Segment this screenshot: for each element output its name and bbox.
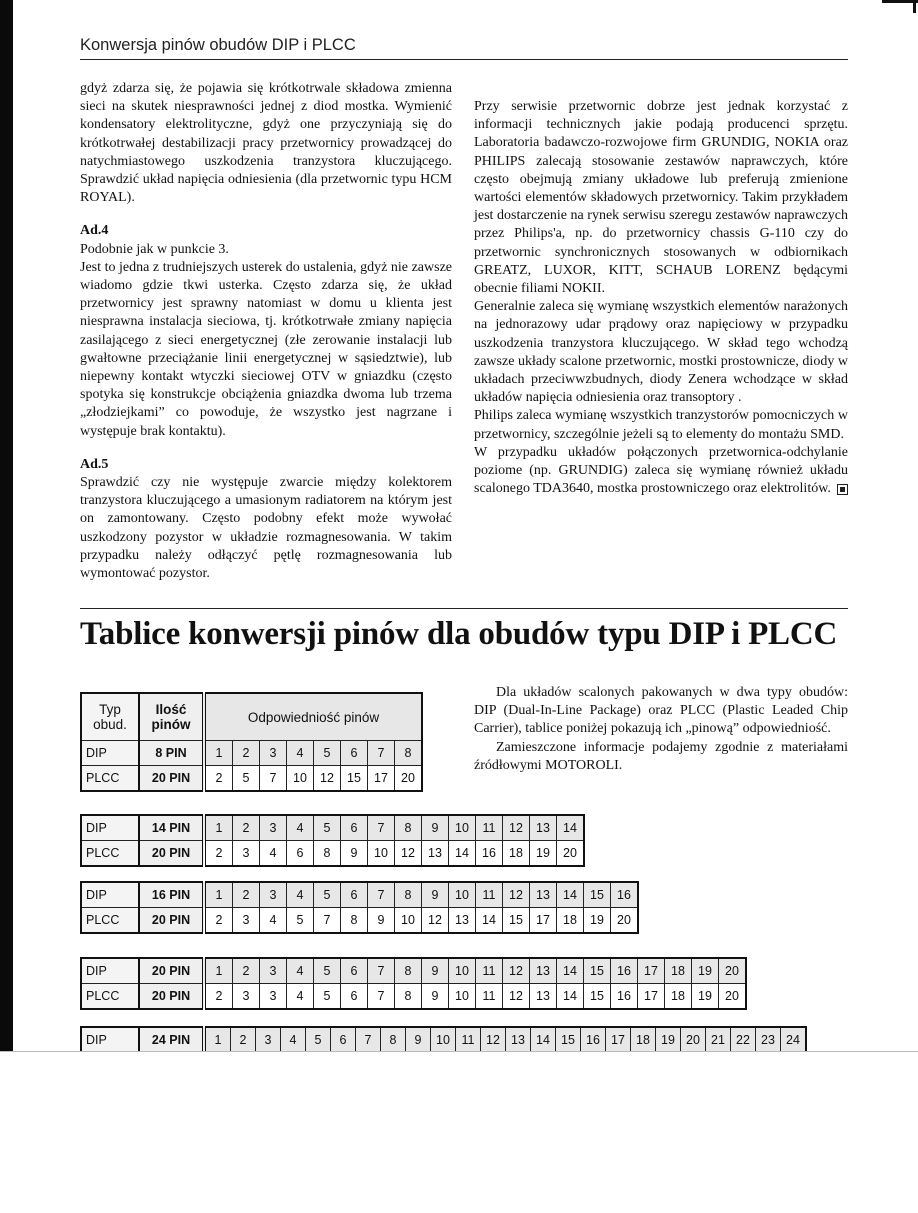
pin-cell: 12: [395, 841, 422, 867]
pin-cell: 10: [287, 766, 314, 792]
pin-cell: 4: [287, 958, 314, 984]
header-type: Typ obud.: [81, 693, 139, 741]
pin-count: 16 PIN: [139, 882, 204, 908]
running-header: Konwersja pinów obudów DIP i PLCC: [80, 36, 356, 54]
dip-row: [81, 958, 746, 984]
pin-cell: 18: [557, 908, 584, 934]
pin-cell: 13: [530, 815, 557, 841]
pin-cell: 15: [584, 882, 611, 908]
pin-cell: 3: [256, 1027, 281, 1052]
pin-cell: 11: [476, 984, 503, 1010]
pin-cell: 22: [731, 1027, 756, 1052]
ad5-paragraph: Sprawdzić czy nie występuje zwarcie między kolektorem tranzystora kluczującego a umasionym radiatorem na którym jest on zamontowany. Często podobny efekt może wywołać uszkodzony pozystor w układzie rozmagnesowania. W takim przypadku należy odłączyć pętlę rozmagnesowania lub wymontować pozystor.: [80, 475, 452, 582]
corner-crop-tick: [913, 3, 916, 13]
pin-cell: 15: [503, 908, 530, 934]
pin-cell: 19: [584, 908, 611, 934]
pin-cell: 21: [706, 1027, 731, 1052]
pin-cell: 7: [368, 984, 395, 1010]
pin-cell: 9: [368, 908, 395, 934]
pin-cell: 5: [314, 882, 341, 908]
pin-cell: 1: [204, 741, 233, 766]
pin-cell: 4: [287, 741, 314, 766]
pin-cell: 12: [481, 1027, 506, 1052]
pin-count: 20 PIN: [139, 984, 204, 1010]
package-label: DIP: [81, 815, 139, 841]
pin-cell: 4: [260, 841, 287, 867]
pin-cell: 4: [260, 908, 287, 934]
pin-cell: 2: [233, 882, 260, 908]
pin-count: 14 PIN: [139, 815, 204, 841]
pin-cell: 6: [341, 958, 368, 984]
end-of-article-icon: [837, 484, 848, 495]
pin-cell: 10: [449, 815, 476, 841]
right-paragraph-4-text: W przypadku układów połączonych przetwornica-odchylanie poziome (np. GRUNDIG) zaleca się wymianę również układu scalonego TDA3640, mostka prostowniczego oraz elektrolitów.: [474, 444, 848, 497]
pin-cell: 17: [606, 1027, 631, 1052]
pin-cell: 3: [260, 815, 287, 841]
pin-cell: 20: [557, 841, 585, 867]
pin-cell: 1: [204, 882, 233, 908]
pin-cell: 13: [530, 984, 557, 1010]
pin-cell: 18: [665, 984, 692, 1010]
pin-table-14: [80, 814, 585, 867]
pin-cell: 9: [422, 882, 449, 908]
pin-cell: 23: [756, 1027, 781, 1052]
pin-count: 20 PIN: [139, 958, 204, 984]
pin-cell: 12: [314, 766, 341, 792]
dip-row: [81, 741, 422, 766]
pin-cell: 9: [341, 841, 368, 867]
right-column: [474, 98, 848, 498]
pin-cell: 8: [395, 741, 423, 766]
pin-cell: 4: [287, 815, 314, 841]
pin-cell: 3: [260, 984, 287, 1010]
pin-cell: 7: [314, 908, 341, 934]
intro-paragraph-2: Zamieszczone informacje podajemy zgodnie z materiałami źródłowymi MOTOROLI.: [474, 739, 848, 773]
pin-cell: 2: [233, 815, 260, 841]
pin-cell: 6: [341, 984, 368, 1010]
pin-cell: 15: [341, 766, 368, 792]
right-paragraph-4: [474, 444, 848, 499]
pin-cell: 5: [314, 815, 341, 841]
dip-row: [81, 1027, 806, 1052]
pin-cell: 10: [431, 1027, 456, 1052]
pin-table-8: [80, 692, 423, 792]
pin-cell: 8: [395, 815, 422, 841]
pin-cell: 2: [231, 1027, 256, 1052]
pin-cell: 20: [719, 958, 747, 984]
ad4-paragraph-2: Jest to jedna z trudniejszych usterek do ustalenia, gdyż nie zawsze wiadomo gdzie tkwi usterka. Często zdarza się, że układ przetwornicy jest sprawny natomiast w domu u klienta jest niesprawna instalacja sieciowa, tj. krótkotrwałe zmiany napięcia zasilającego z sieci energetycznej (złe zerowanie instalacji lub gwałtowne przeciążanie linii energetycznej w sąsiedztwie), lub niepewny kontakt wtyczki sieciowej OTV w gniazdku (często spotyka się konstrukcje obciążenia gniazdka dwoma lub trzema „złodziejkami” co powoduje, że wszystko jest nagrzane i występuje brak kontaktu).: [80, 259, 452, 439]
pin-cell: 9: [422, 958, 449, 984]
pin-cell: 14: [476, 908, 503, 934]
package-label: DIP: [81, 1027, 139, 1052]
pin-cell: 7: [260, 766, 287, 792]
pin-cell: 3: [233, 908, 260, 934]
pin-cell: 3: [260, 741, 287, 766]
plcc-row: [81, 908, 638, 934]
section-rule: [80, 608, 848, 609]
pin-cell: 17: [368, 766, 395, 792]
pin-cell: 16: [611, 958, 638, 984]
pin-cell: 1: [204, 815, 233, 841]
pin-table-20: [80, 957, 747, 1010]
pin-cell: 10: [449, 984, 476, 1010]
pin-cell: 1: [204, 1027, 231, 1052]
pin-cell: 5: [233, 766, 260, 792]
package-label: PLCC: [81, 984, 139, 1010]
pin-cell: 14: [531, 1027, 556, 1052]
pin-cell: 17: [530, 908, 557, 934]
pin-cell: 4: [287, 882, 314, 908]
pin-cell: 15: [584, 958, 611, 984]
pin-cell: 11: [476, 882, 503, 908]
pin-cell: 18: [503, 841, 530, 867]
pin-cell: 16: [476, 841, 503, 867]
package-label: DIP: [81, 958, 139, 984]
pin-cell: 13: [422, 841, 449, 867]
pin-table-24: [80, 1026, 807, 1052]
pin-cell: 10: [449, 958, 476, 984]
pin-cell: 6: [341, 882, 368, 908]
package-label: PLCC: [81, 841, 139, 867]
pin-count: 20 PIN: [139, 766, 204, 792]
pin-cell: 15: [556, 1027, 581, 1052]
package-label: DIP: [81, 741, 139, 766]
pin-cell: 10: [395, 908, 422, 934]
package-label: PLCC: [81, 908, 139, 934]
pin-cell: 20: [681, 1027, 706, 1052]
pin-cell: 7: [368, 958, 395, 984]
pin-cell: 5: [314, 984, 341, 1010]
pin-cell: 9: [422, 984, 449, 1010]
pin-cell: 24: [781, 1027, 807, 1052]
dip-row: [81, 882, 638, 908]
pin-cell: 13: [506, 1027, 531, 1052]
pin-cell: 19: [530, 841, 557, 867]
plcc-row: [81, 841, 584, 867]
pin-cell: 20: [611, 908, 639, 934]
ad5-heading: Ad.5: [80, 456, 109, 472]
pin-cell: 9: [406, 1027, 431, 1052]
pin-cell: 2: [233, 741, 260, 766]
pin-cell: 8: [395, 984, 422, 1010]
pin-cell: 14: [557, 882, 584, 908]
pin-cell: 6: [341, 741, 368, 766]
plcc-row: [81, 766, 422, 792]
pin-cell: 13: [530, 958, 557, 984]
pin-cell: 7: [368, 741, 395, 766]
package-label: DIP: [81, 882, 139, 908]
pin-count: 24 PIN: [139, 1027, 204, 1052]
pin-cell: 8: [314, 841, 341, 867]
pin-count: 20 PIN: [139, 841, 204, 867]
pin-cell: 15: [584, 984, 611, 1010]
pin-cell: 11: [476, 958, 503, 984]
pin-cell: 3: [260, 882, 287, 908]
section-title: Tablice konwersji pinów dla obudów typu DIP i PLCC: [80, 616, 838, 652]
plcc-row: [81, 984, 746, 1010]
pin-cell: 14: [557, 815, 585, 841]
pin-cell: 12: [503, 958, 530, 984]
pin-cell: 2: [204, 841, 233, 867]
right-paragraph-1: Przy serwisie przetwornic dobrze jest jednak korzystać z informacji technicznych jakie podają producenci sprzętu. Laboratoria badawczo-rozwojowe firm GRUNDIG, NOKIA oraz PHILIPS zalecają stosowanie zestawów naprawczych, które często obejmują zmiany układowe lub preferują zmienione wartości elementów składowych przetwornicy. Takim przykładem jest dostarczenie na rynek serwisu szeregu zestawów naprawczych przez Philips'a, np. do przetwornicy chassis G-110 czy do przetwornic synchronicznych stosowanych w odbiornikach GREATZ, LUXOR, KITT, SCHAUB LORENZ będącymi obecnie filiami NOKII.: [474, 99, 848, 297]
pin-cell: 5: [287, 908, 314, 934]
pin-cell: 12: [503, 815, 530, 841]
pin-table-24-clip: [80, 1026, 850, 1052]
pin-cell: 7: [368, 882, 395, 908]
pin-cell: 14: [449, 841, 476, 867]
right-paragraph-3: Philips zaleca wymianę wszystkich tranzystorów pomocniczych w przetwornicy, szczególnie jeżeli są to elementy do montażu SMD.: [474, 408, 848, 442]
pin-cell: 4: [287, 984, 314, 1010]
header-count: Ilość pinów: [139, 693, 204, 741]
pin-cell: 14: [557, 984, 584, 1010]
pin-cell: 12: [422, 908, 449, 934]
ad4-paragraph-1: Podobnie jak w punkcie 3.: [80, 241, 229, 257]
pin-cell: 2: [204, 984, 233, 1010]
pin-cell: 6: [287, 841, 314, 867]
pin-cell: 16: [581, 1027, 606, 1052]
pin-cell: 5: [314, 958, 341, 984]
pin-cell: 8: [395, 958, 422, 984]
pin-cell: 18: [631, 1027, 656, 1052]
pin-cell: 8: [341, 908, 368, 934]
pin-cell: 8: [381, 1027, 406, 1052]
dip-row: [81, 815, 584, 841]
pin-cell: 14: [557, 958, 584, 984]
pin-cell: 17: [638, 958, 665, 984]
pin-cell: 11: [476, 815, 503, 841]
pin-cell: 3: [233, 984, 260, 1010]
right-paragraph-2: Generalnie zaleca się wymianę wszystkich elementów narażonych na jednorazowy udar prądowy oraz napięciowy w przypadku uszkodzenia tranzystora kluczującego. W skład tego wchodzą zawsze układy scalone przetwornic, mostki prostownicze, diody w układach przeciwwzbudnych, diody Zenera wchodzące w skład układów napięcia odniesienia oraz transoptory .: [474, 299, 848, 406]
pin-cell: 9: [422, 815, 449, 841]
intro-paragraph-1: Dla układów scalonych pakowanych w dwa typy obudów: DIP (Dual-In-Line Package) oraz PLCC (Plastic Leaded Chip Carrier), tablice poniżej pokazują ich „pinową” odpowiedniość.: [474, 685, 848, 737]
pin-cell: 19: [692, 958, 719, 984]
pin-cell: 20: [395, 766, 423, 792]
pin-cell: 8: [395, 882, 422, 908]
pin-cell: 12: [503, 882, 530, 908]
section-intro: [474, 684, 848, 775]
pin-table-16: [80, 881, 639, 934]
pin-cell: 11: [456, 1027, 481, 1052]
pin-cell: 4: [281, 1027, 306, 1052]
pin-cell: 17: [638, 984, 665, 1010]
pin-cell: 16: [611, 984, 638, 1010]
pin-cell: 3: [260, 958, 287, 984]
pin-cell: 3: [233, 841, 260, 867]
pin-cell: 19: [656, 1027, 681, 1052]
pin-cell: 7: [368, 815, 395, 841]
pin-cell: 5: [314, 741, 341, 766]
pin-cell: 2: [233, 958, 260, 984]
pin-cell: 20: [719, 984, 747, 1010]
pin-cell: 13: [449, 908, 476, 934]
header-correspondence: Odpowiedniość pinów: [204, 693, 422, 741]
pin-cell: 2: [204, 908, 233, 934]
pin-cell: 6: [341, 815, 368, 841]
left-column: [80, 80, 452, 583]
header-rule: [80, 59, 848, 60]
pin-cell: 12: [503, 984, 530, 1010]
pin-cell: 10: [449, 882, 476, 908]
pin-cell: 18: [665, 958, 692, 984]
pin-cell: 6: [331, 1027, 356, 1052]
pin-cell: 19: [692, 984, 719, 1010]
pin-count: 8 PIN: [139, 741, 204, 766]
ad4-heading: Ad.4: [80, 223, 109, 239]
pin-cell: 13: [530, 882, 557, 908]
scan-edge: [0, 1051, 918, 1052]
left-paragraph-1: gdyż zdarza się, że pojawia się krótkotrwale składowa zmienna sieci na skutek niesprawności jednej z diod mostka. Wymienić kondensatory elektrolityczne, gdyż one przyczyniają się do krótkotrwałej destabilizacji pracy przetwornicy prowadzącej do natychmiastowego uszkodzenia tranzystora kluczującego. Sprawdzić układ napięcia odniesienia (dla przetwornic typu HCM ROYAL).: [80, 81, 452, 206]
pin-cell: 16: [611, 882, 639, 908]
pin-cell: 1: [204, 958, 233, 984]
pin-count: 20 PIN: [139, 908, 204, 934]
binding-shadow: [0, 0, 13, 1052]
pin-cell: 7: [356, 1027, 381, 1052]
pin-cell: 10: [368, 841, 395, 867]
package-label: PLCC: [81, 766, 139, 792]
pin-cell: 2: [204, 766, 233, 792]
pin-cell: 5: [306, 1027, 331, 1052]
